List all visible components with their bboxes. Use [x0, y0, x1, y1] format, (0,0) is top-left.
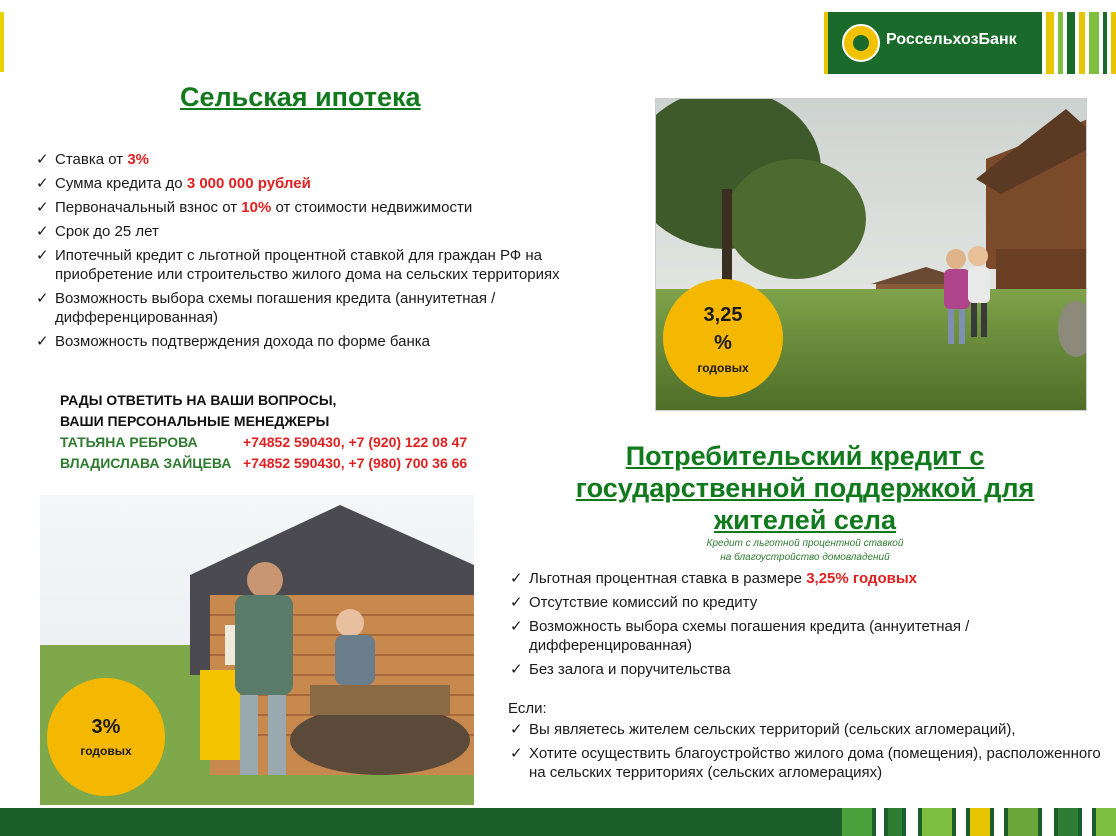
checkmark-icon: ✓: [510, 661, 523, 678]
manager-name: ВЛАДИСЛАВА ЗАЙЦЕВА: [60, 455, 232, 471]
list-item: ✓ Возможность выбора схемы погашения кредита (аннуитетная / дифференцированная): [36, 290, 496, 326]
checkmark-icon: ✓: [36, 175, 49, 192]
rate-label: годовых: [697, 361, 749, 375]
list-item: ✓ Первоначальный взнос от 10% от стоимости недвижимости: [36, 199, 473, 216]
manager-row: [60, 453, 520, 474]
rural-mortgage-title: Сельская ипотека: [180, 82, 421, 112]
checkmark-icon: ✓: [36, 333, 49, 350]
consumer-credit-list: [508, 569, 1108, 684]
checkmark-icon: ✓: [36, 290, 49, 307]
list-item: ✓ Срок до 25 лет: [36, 223, 159, 240]
logo-stripes: [1046, 12, 1116, 74]
left-accent-bar: [0, 12, 4, 72]
checkmark-icon: ✓: [36, 247, 49, 264]
manager-phone[interactable]: +74852 590430, +7 (980) 700 36 66: [243, 455, 468, 471]
checkmark-icon: ✓: [36, 223, 49, 240]
checkmark-icon: ✓: [36, 151, 49, 168]
manager-row: [60, 432, 520, 453]
manager-name: ТАТЬЯНА РЕБРОВА: [60, 434, 198, 450]
checkmark-icon: ✓: [510, 618, 523, 635]
list-item: ✓ Вы являетесь жителем сельских территорий (сельских агломераций),: [510, 721, 1016, 738]
rate-badge-bottom: [47, 678, 165, 796]
conditions-list: [508, 720, 1108, 787]
list-item: ✓ Возможность выбора схемы погашения кредита (аннуитетная / дифференцированная): [510, 618, 970, 654]
list-item: ✓ Льготная процентная ставка в размере 3,25% годовых: [510, 570, 917, 587]
list-item: ✓ Возможность подтверждения дохода по форме банка: [36, 333, 430, 350]
list-item: ✓ Отсутствие комиссий по кредиту: [510, 594, 758, 611]
footer-bar: [0, 808, 1116, 836]
checkmark-icon: ✓: [510, 570, 523, 587]
list-item: ✓ Сумма кредита до 3 000 000 рублей: [36, 175, 311, 192]
list-item: ✓ Хотите осуществить благоустройство жилого дома (помещения), расположенного на сельских территориях (сельских агломерациях): [510, 745, 1101, 781]
rate-badge-top: [663, 279, 783, 397]
wheat-seal-icon: [842, 24, 880, 62]
conditions-label: Если:: [508, 700, 547, 717]
logo-plate: [824, 12, 1042, 74]
list-item: ✓ Ипотечный кредит с льготной процентной ставкой для граждан РФ на приобретение или строительство жилого дома на сельских территориях: [36, 247, 560, 283]
contacts-heading: РАДЫ ОТВЕТИТЬ НА ВАШИ ВОПРОСЫ,: [60, 392, 337, 408]
consumer-credit-title: Потребительский кредит с государственной поддержкой для жителей села: [575, 441, 1035, 535]
rate-value: 3,25 %: [703, 304, 743, 354]
manager-phone[interactable]: +74852 590430, +7 (920) 122 08 47: [243, 434, 468, 450]
rate-label: годовых: [80, 744, 132, 758]
checkmark-icon: ✓: [36, 199, 49, 216]
list-item: ✓ Без залога и поручительства: [510, 661, 731, 678]
contacts-block: [60, 390, 520, 474]
rural-mortgage-list: [34, 150, 594, 356]
list-item: ✓ Ставка от 3%: [36, 151, 149, 168]
logo-text: РоссельхозБанк: [886, 31, 1017, 48]
footer-stripes: [842, 808, 1116, 836]
bank-logo: [824, 12, 1116, 74]
checkmark-icon: ✓: [510, 721, 523, 738]
consumer-credit-note: Кредит с льготной процентной ставкой на благоустройство домовладений: [706, 538, 904, 563]
checkmark-icon: ✓: [510, 745, 523, 762]
contacts-subheading: ВАШИ ПЕРСОНАЛЬНЫЕ МЕНЕДЖЕРЫ: [60, 413, 330, 429]
checkmark-icon: ✓: [510, 594, 523, 611]
rate-value: 3%: [91, 716, 121, 738]
